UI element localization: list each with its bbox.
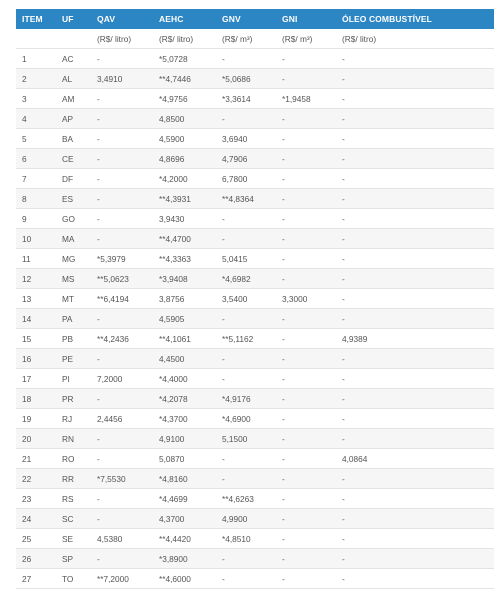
table-cell: 4,0864 [336, 449, 494, 469]
table-cell: PB [56, 329, 91, 349]
table-cell: 1 [16, 49, 56, 69]
table-cell: 9 [16, 209, 56, 229]
table-cell: 3,9430 [153, 209, 216, 229]
table-cell: - [276, 369, 336, 389]
table-cell: - [91, 309, 153, 329]
table-cell: MG [56, 249, 91, 269]
table-cell: 21 [16, 449, 56, 469]
table-cell: 4,8500 [153, 109, 216, 129]
table-cell: - [91, 209, 153, 229]
table-cell: AL [56, 69, 91, 89]
table-cell: - [336, 289, 494, 309]
table-cell: 26 [16, 549, 56, 569]
table-cell: *5,0686 [216, 69, 276, 89]
table-cell: 5 [16, 129, 56, 149]
table-cell: *4,4699 [153, 489, 216, 509]
table-cell: 15 [16, 329, 56, 349]
table-cell: *7,5530 [91, 469, 153, 489]
table-cell: 22 [16, 469, 56, 489]
table-cell: 6,7800 [216, 169, 276, 189]
table-cell: - [216, 349, 276, 369]
table-cell: 7 [16, 169, 56, 189]
table-cell: - [216, 49, 276, 69]
table-cell: RR [56, 469, 91, 489]
table-cell: - [216, 369, 276, 389]
table-cell: *4,2078 [153, 389, 216, 409]
table-cell: 19 [16, 409, 56, 429]
unit-cell: (R$/ litro) [153, 29, 216, 49]
table-row [16, 309, 494, 329]
table-cell: 6 [16, 149, 56, 169]
table-cell: 3,6940 [216, 129, 276, 149]
table-cell: - [91, 489, 153, 509]
table-cell: 4,5380 [91, 529, 153, 549]
table-cell: 3 [16, 89, 56, 109]
table-cell: 17 [16, 369, 56, 389]
table-cell: - [91, 389, 153, 409]
column-header: GNV [216, 9, 276, 29]
table-cell: - [91, 49, 153, 69]
table-cell: - [276, 229, 336, 249]
table-cell: **4,2436 [91, 329, 153, 349]
unit-cell: (R$/ litro) [91, 29, 153, 49]
table-cell: - [91, 229, 153, 249]
table-cell: - [276, 169, 336, 189]
table-cell: - [91, 509, 153, 529]
table-row [16, 229, 494, 249]
table-cell: PR [56, 389, 91, 409]
table-cell: 4,9100 [153, 429, 216, 449]
table-row [16, 329, 494, 349]
table-row [16, 69, 494, 89]
table-cell: - [276, 409, 336, 429]
table-cell: - [276, 549, 336, 569]
column-header: UF [56, 9, 91, 29]
table-cell: - [336, 429, 494, 449]
table-row [16, 289, 494, 309]
table-cell: - [276, 149, 336, 169]
table-cell: PI [56, 369, 91, 389]
table-cell: - [276, 329, 336, 349]
table-cell: - [336, 569, 494, 589]
table-cell: **4,4700 [153, 229, 216, 249]
table-cell: - [91, 169, 153, 189]
table-cell: *3,8900 [153, 549, 216, 569]
table-cell: - [276, 449, 336, 469]
table-cell: - [336, 529, 494, 549]
table-cell: 3,4910 [91, 69, 153, 89]
table-cell: *4,8510 [216, 529, 276, 549]
table-cell: - [216, 469, 276, 489]
column-header: ITEM [16, 9, 56, 29]
column-header: GNI [276, 9, 336, 29]
table-cell: **4,8364 [216, 189, 276, 209]
table-cell: 27 [16, 569, 56, 589]
table-row [16, 569, 494, 589]
table-cell: - [336, 509, 494, 529]
table-cell: - [336, 409, 494, 429]
table-row [16, 489, 494, 509]
table-cell: SP [56, 549, 91, 569]
table-cell: *4,8160 [153, 469, 216, 489]
table-cell: - [276, 189, 336, 209]
table-cell: - [276, 49, 336, 69]
table-cell: 3,3000 [276, 289, 336, 309]
table-cell: RN [56, 429, 91, 449]
table-cell: - [336, 469, 494, 489]
table-row [16, 369, 494, 389]
table-cell: - [336, 249, 494, 269]
table-cell: - [91, 149, 153, 169]
table-cell: *4,4000 [153, 369, 216, 389]
table-cell: RS [56, 489, 91, 509]
table-cell: 4 [16, 109, 56, 129]
table-cell: PE [56, 349, 91, 369]
table-cell: 5,0870 [153, 449, 216, 469]
table-cell: - [276, 469, 336, 489]
table-cell: *5,3979 [91, 249, 153, 269]
table-cell: - [276, 209, 336, 229]
table-cell: - [336, 109, 494, 129]
table-header [16, 9, 494, 29]
column-header: QAV [91, 9, 153, 29]
table-cell: - [336, 389, 494, 409]
table-row [16, 109, 494, 129]
table-cell: 4,5905 [153, 309, 216, 329]
table-cell: 24 [16, 509, 56, 529]
table-cell: PA [56, 309, 91, 329]
table-cell: - [336, 489, 494, 509]
table-cell: RO [56, 449, 91, 469]
table-cell: - [276, 389, 336, 409]
table-cell: 3,8756 [153, 289, 216, 309]
table-cell: MS [56, 269, 91, 289]
table-cell: 4,9900 [216, 509, 276, 529]
table-cell: - [336, 149, 494, 169]
table-cell: **7,2000 [91, 569, 153, 589]
table-cell: GO [56, 209, 91, 229]
table-cell: 18 [16, 389, 56, 409]
table-row [16, 269, 494, 289]
table-cell: *4,6982 [216, 269, 276, 289]
table-cell: - [276, 109, 336, 129]
table-row [16, 89, 494, 109]
table-cell: AM [56, 89, 91, 109]
table-cell: CE [56, 149, 91, 169]
table-cell: **4,7446 [153, 69, 216, 89]
table-cell: BA [56, 129, 91, 149]
table-cell: - [216, 569, 276, 589]
table-row [16, 469, 494, 489]
table-row [16, 189, 494, 209]
table-row [16, 409, 494, 429]
table-cell: *4,3700 [153, 409, 216, 429]
table-cell: 4,9389 [336, 329, 494, 349]
table-cell: - [276, 429, 336, 449]
table-cell: - [216, 309, 276, 329]
table-cell: *3,9408 [153, 269, 216, 289]
table-cell: MT [56, 289, 91, 309]
table-cell: - [336, 229, 494, 249]
table-cell: - [336, 49, 494, 69]
table-cell: - [276, 269, 336, 289]
table-row [16, 349, 494, 369]
table-cell: - [91, 429, 153, 449]
table-cell: 4,7906 [216, 149, 276, 169]
table-cell: - [91, 449, 153, 469]
table-cell: *4,6900 [216, 409, 276, 429]
table-cell: - [91, 549, 153, 569]
table-cell: - [336, 69, 494, 89]
table-cell: - [216, 109, 276, 129]
table-cell: - [276, 489, 336, 509]
table-cell: - [336, 169, 494, 189]
table-cell: SE [56, 529, 91, 549]
table-cell: **4,6000 [153, 569, 216, 589]
table-cell: 3,5400 [216, 289, 276, 309]
fuel-price-table-container [16, 9, 494, 589]
table-cell: 8 [16, 189, 56, 209]
table-cell: - [276, 309, 336, 329]
table-cell: *4,9756 [153, 89, 216, 109]
table-cell: - [276, 509, 336, 529]
table-cell: 10 [16, 229, 56, 249]
table-cell: - [336, 349, 494, 369]
table-cell: **4,3931 [153, 189, 216, 209]
unit-cell: (R$/ m³) [276, 29, 336, 49]
table-cell: - [336, 269, 494, 289]
table-cell: 4,8696 [153, 149, 216, 169]
table-cell: 2 [16, 69, 56, 89]
table-row [16, 169, 494, 189]
table-row [16, 49, 494, 69]
table-cell: - [91, 189, 153, 209]
table-cell: - [336, 369, 494, 389]
table-cell: - [91, 109, 153, 129]
table-cell: - [276, 129, 336, 149]
table-cell: RJ [56, 409, 91, 429]
header-row [16, 9, 494, 29]
table-cell: **4,6263 [216, 489, 276, 509]
table-cell: - [276, 529, 336, 549]
table-cell: **5,1162 [216, 329, 276, 349]
table-cell: 13 [16, 289, 56, 309]
table-cell: **6,4194 [91, 289, 153, 309]
table-cell: *4,9176 [216, 389, 276, 409]
table-cell: *5,0728 [153, 49, 216, 69]
table-cell: - [276, 249, 336, 269]
table-cell: **4,3363 [153, 249, 216, 269]
table-cell: MA [56, 229, 91, 249]
table-row [16, 249, 494, 269]
table-cell: *1,9458 [276, 89, 336, 109]
table-row [16, 429, 494, 449]
table-cell: - [91, 129, 153, 149]
table-cell: DF [56, 169, 91, 189]
unit-cell [56, 29, 91, 49]
table-row [16, 449, 494, 469]
table-cell: - [336, 89, 494, 109]
table-cell: SC [56, 509, 91, 529]
table-row [16, 389, 494, 409]
table-cell: ES [56, 189, 91, 209]
table-cell: 14 [16, 309, 56, 329]
table-cell: 5,0415 [216, 249, 276, 269]
table-cell: AC [56, 49, 91, 69]
table-cell: *4,2000 [153, 169, 216, 189]
table-row [16, 149, 494, 169]
table-cell: 2,4456 [91, 409, 153, 429]
table-row [16, 509, 494, 529]
column-header: ÓLEO COMBUSTÍVEL [336, 9, 494, 29]
units-row [16, 29, 494, 49]
table-cell: 16 [16, 349, 56, 369]
unit-cell: (R$/ m³) [216, 29, 276, 49]
table-cell: - [336, 309, 494, 329]
table-cell: - [336, 129, 494, 149]
table-body [16, 29, 494, 589]
table-cell: - [276, 569, 336, 589]
unit-cell [16, 29, 56, 49]
table-row [16, 209, 494, 229]
table-cell: 5,1500 [216, 429, 276, 449]
table-cell: 20 [16, 429, 56, 449]
table-cell: - [91, 349, 153, 369]
table-cell: 4,5900 [153, 129, 216, 149]
table-row [16, 129, 494, 149]
table-cell: 23 [16, 489, 56, 509]
table-cell: **4,4420 [153, 529, 216, 549]
table-cell: - [336, 549, 494, 569]
table-cell: - [91, 89, 153, 109]
table-cell: 4,4500 [153, 349, 216, 369]
unit-cell: (R$/ litro) [336, 29, 494, 49]
table-cell: **5,0623 [91, 269, 153, 289]
table-cell: 25 [16, 529, 56, 549]
table-cell: AP [56, 109, 91, 129]
table-cell: - [336, 189, 494, 209]
table-cell: - [216, 209, 276, 229]
table-cell: 11 [16, 249, 56, 269]
table-cell: - [216, 449, 276, 469]
table-cell: TO [56, 569, 91, 589]
fuel-price-table [16, 9, 494, 589]
table-cell: 7,2000 [91, 369, 153, 389]
table-cell: 4,3700 [153, 509, 216, 529]
table-cell: 12 [16, 269, 56, 289]
table-cell: - [276, 69, 336, 89]
table-cell: - [216, 549, 276, 569]
table-cell: **4,1061 [153, 329, 216, 349]
table-cell: - [216, 229, 276, 249]
table-cell: - [276, 349, 336, 369]
table-cell: - [336, 209, 494, 229]
column-header: AEHC [153, 9, 216, 29]
table-row [16, 529, 494, 549]
table-row [16, 549, 494, 569]
table-cell: *3,3614 [216, 89, 276, 109]
